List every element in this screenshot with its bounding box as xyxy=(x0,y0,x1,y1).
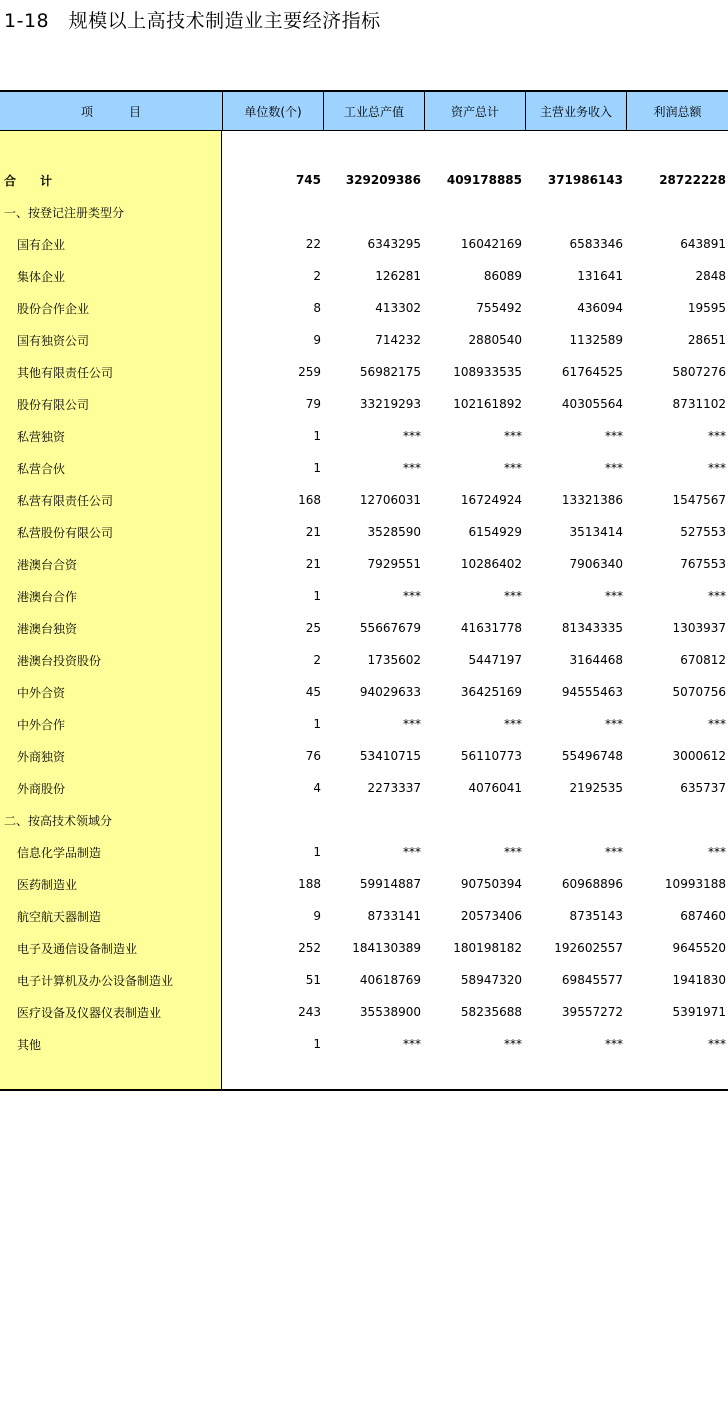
row-value: 131641 xyxy=(577,269,623,283)
row-label: 国有企业 xyxy=(17,237,66,252)
table-row xyxy=(0,708,728,740)
header-col-revenue: 主营业务收入 xyxy=(525,92,626,130)
row-value: 4 xyxy=(313,781,321,795)
row-value: 13321386 xyxy=(561,493,623,507)
row-label: 合 计 xyxy=(4,173,53,188)
row-value: 259 xyxy=(298,365,321,379)
row-value: 94555463 xyxy=(561,685,623,699)
row-value: 2 xyxy=(313,653,321,667)
row-value: 436094 xyxy=(577,301,623,315)
table-row xyxy=(0,164,728,196)
row-label: 国有独资公司 xyxy=(17,333,90,348)
table-row xyxy=(0,292,728,324)
row-value: *** xyxy=(605,461,623,475)
row-value: 168 xyxy=(298,493,321,507)
table-row xyxy=(0,996,728,1028)
table-row xyxy=(0,932,728,964)
row-value: 12706031 xyxy=(359,493,421,507)
row-value: 8733141 xyxy=(367,909,421,923)
row-value: 1 xyxy=(313,461,321,475)
row-value: 8 xyxy=(313,301,321,315)
row-label: 信息化学品制造 xyxy=(17,845,102,860)
row-value: 56982175 xyxy=(359,365,421,379)
row-value: 2192535 xyxy=(569,781,623,795)
row-value: 184130389 xyxy=(352,941,421,955)
row-value: *** xyxy=(708,845,726,859)
row-label: 中外合作 xyxy=(17,717,66,732)
row-value: 25 xyxy=(305,621,321,635)
row-value: *** xyxy=(504,717,522,731)
row-value: 19595 xyxy=(687,301,726,315)
row-value: 28722228 xyxy=(659,173,726,187)
header-col-profit: 利润总额 xyxy=(626,92,728,130)
row-value: 9 xyxy=(313,333,321,347)
row-value: 635737 xyxy=(680,781,726,795)
row-label: 股份有限公司 xyxy=(17,397,90,412)
row-value: 2 xyxy=(313,269,321,283)
row-value: 2880540 xyxy=(468,333,522,347)
table-row xyxy=(0,804,728,836)
row-value: 28651 xyxy=(687,333,726,347)
row-value: 16042169 xyxy=(460,237,522,251)
table-row xyxy=(0,772,728,804)
row-value: 755492 xyxy=(476,301,522,315)
row-value: *** xyxy=(504,589,522,603)
row-value: 94029633 xyxy=(359,685,421,699)
row-value: 413302 xyxy=(375,301,421,315)
row-value: 81343335 xyxy=(561,621,623,635)
table-row xyxy=(0,516,728,548)
row-label: 港澳台投资股份 xyxy=(17,653,102,668)
row-value: 1 xyxy=(313,717,321,731)
row-value: 1 xyxy=(313,1037,321,1051)
row-value: 6154929 xyxy=(468,525,522,539)
row-value: 527553 xyxy=(680,525,726,539)
row-value: 329209386 xyxy=(345,173,421,187)
table-row xyxy=(0,676,728,708)
row-value: 39557272 xyxy=(561,1005,623,1019)
row-value: 670812 xyxy=(680,653,726,667)
row-value: 5070756 xyxy=(672,685,726,699)
header-col-output: 工业总产值 xyxy=(323,92,424,130)
header-item xyxy=(0,92,222,130)
row-label: 集体企业 xyxy=(17,269,66,284)
row-value: 126281 xyxy=(375,269,421,283)
row-value: *** xyxy=(605,717,623,731)
row-label: 外商股份 xyxy=(17,781,66,796)
row-value: 90750394 xyxy=(460,877,522,891)
row-label: 医药制造业 xyxy=(17,877,78,892)
row-value: 9 xyxy=(313,909,321,923)
row-value: 4076041 xyxy=(468,781,522,795)
table-row xyxy=(0,836,728,868)
row-value: 16724924 xyxy=(460,493,522,507)
row-value: 21 xyxy=(305,557,321,571)
row-value: 59914887 xyxy=(359,877,421,891)
row-value: 61764525 xyxy=(561,365,623,379)
table-row xyxy=(0,580,728,612)
row-label: 私营独资 xyxy=(17,429,66,444)
row-value: 40305564 xyxy=(561,397,623,411)
row-label: 电子计算机及办公设备制造业 xyxy=(17,973,174,988)
row-value: *** xyxy=(403,589,421,603)
row-label: 港澳台合资 xyxy=(17,557,78,572)
row-value: 1547567 xyxy=(672,493,726,507)
row-label: 港澳台合作 xyxy=(17,589,78,604)
row-value: *** xyxy=(403,845,421,859)
row-value: *** xyxy=(708,429,726,443)
row-label: 医疗设备及仪器仪表制造业 xyxy=(17,1005,162,1020)
row-value: *** xyxy=(403,429,421,443)
row-value: 5391971 xyxy=(672,1005,726,1019)
row-value: 21 xyxy=(305,525,321,539)
row-value: 409178885 xyxy=(446,173,522,187)
row-value: 8731102 xyxy=(672,397,726,411)
row-label: 私营有限责任公司 xyxy=(17,493,114,508)
row-value: 35538900 xyxy=(359,1005,421,1019)
row-value: 243 xyxy=(298,1005,321,1019)
row-value: 10286402 xyxy=(460,557,522,571)
row-value: 252 xyxy=(298,941,321,955)
row-value: *** xyxy=(504,845,522,859)
header-item-label: 项 目 xyxy=(80,104,141,119)
row-value: 1735602 xyxy=(367,653,421,667)
row-label: 中外合资 xyxy=(17,685,66,700)
row-value: 1132589 xyxy=(569,333,623,347)
table-row xyxy=(0,644,728,676)
row-value: *** xyxy=(708,589,726,603)
row-value: *** xyxy=(504,461,522,475)
row-label: 外商独资 xyxy=(17,749,66,764)
row-value: 56110773 xyxy=(460,749,522,763)
row-value: 643891 xyxy=(680,237,726,251)
page-title: 1-18 规模以上高技术制造业主要经济指标 xyxy=(4,10,381,32)
table-row xyxy=(0,612,728,644)
row-value: 2273337 xyxy=(367,781,421,795)
table-row xyxy=(0,260,728,292)
row-value: *** xyxy=(403,717,421,731)
table-row xyxy=(0,420,728,452)
row-value: 55667679 xyxy=(359,621,421,635)
row-label: 港澳台独资 xyxy=(17,621,78,636)
row-label: 私营股份有限公司 xyxy=(17,525,114,540)
table-rows xyxy=(0,164,728,1060)
table-row xyxy=(0,740,728,772)
row-value: *** xyxy=(504,429,522,443)
row-value: *** xyxy=(403,1037,421,1051)
table-row xyxy=(0,324,728,356)
row-value: 102161892 xyxy=(453,397,522,411)
row-value: 9645520 xyxy=(672,941,726,955)
row-value: 79 xyxy=(305,397,321,411)
row-value: 3000612 xyxy=(672,749,726,763)
row-value: 192602557 xyxy=(554,941,623,955)
table-row xyxy=(0,868,728,900)
row-value: 1 xyxy=(313,429,321,443)
row-value: 60968896 xyxy=(561,877,623,891)
row-value: 1303937 xyxy=(672,621,726,635)
row-value: 45 xyxy=(305,685,321,699)
table-row xyxy=(0,964,728,996)
row-value: 6343295 xyxy=(367,237,421,251)
row-value: 767553 xyxy=(680,557,726,571)
row-value: 180198182 xyxy=(453,941,522,955)
table-row xyxy=(0,356,728,388)
row-value: 8735143 xyxy=(569,909,623,923)
indicator-table xyxy=(0,90,728,1091)
row-value: 51 xyxy=(305,973,321,987)
row-value: 86089 xyxy=(483,269,522,283)
row-value: *** xyxy=(708,1037,726,1051)
row-value: 687460 xyxy=(680,909,726,923)
row-label: 股份合作企业 xyxy=(17,301,90,316)
table-row xyxy=(0,388,728,420)
row-value: 55496748 xyxy=(561,749,623,763)
row-value: 40618769 xyxy=(359,973,421,987)
row-value: 1941830 xyxy=(672,973,726,987)
row-label: 一、按登记注册类型分 xyxy=(4,205,125,220)
table-row xyxy=(0,228,728,260)
row-value: 7929551 xyxy=(367,557,421,571)
row-label: 私营合伙 xyxy=(17,461,66,476)
row-value: *** xyxy=(708,717,726,731)
row-label: 二、按高技术领域分 xyxy=(4,813,113,828)
row-label: 其他 xyxy=(17,1037,42,1052)
table-row xyxy=(0,548,728,580)
header-col-assets: 资产总计 xyxy=(424,92,525,130)
row-value: 58947320 xyxy=(460,973,522,987)
table-row xyxy=(0,1028,728,1060)
row-value: 76 xyxy=(305,749,321,763)
row-value: 188 xyxy=(298,877,321,891)
row-value: *** xyxy=(708,461,726,475)
row-value: *** xyxy=(605,429,623,443)
header-col-units: 单位数(个) xyxy=(222,92,323,130)
row-value: 36425169 xyxy=(460,685,522,699)
row-value: 22 xyxy=(305,237,321,251)
row-value: 5807276 xyxy=(672,365,726,379)
table-row xyxy=(0,484,728,516)
table-body xyxy=(0,131,728,1091)
table-row xyxy=(0,900,728,932)
row-value: *** xyxy=(605,589,623,603)
row-value: 108933535 xyxy=(453,365,522,379)
table-row xyxy=(0,196,728,228)
row-value: 3164468 xyxy=(569,653,623,667)
row-label: 航空航天器制造 xyxy=(17,909,102,924)
row-value: *** xyxy=(504,1037,522,1051)
row-value: 1 xyxy=(313,589,321,603)
row-value: *** xyxy=(403,461,421,475)
table-row xyxy=(0,452,728,484)
row-value: 69845577 xyxy=(561,973,623,987)
row-value: 33219293 xyxy=(359,397,421,411)
row-value: 41631778 xyxy=(460,621,522,635)
row-value: 2848 xyxy=(695,269,726,283)
row-value: 1 xyxy=(313,845,321,859)
row-label: 其他有限责任公司 xyxy=(17,365,114,380)
row-value: 53410715 xyxy=(359,749,421,763)
row-label: 电子及通信设备制造业 xyxy=(17,941,138,956)
table-header xyxy=(0,90,728,131)
row-value: *** xyxy=(605,1037,623,1051)
row-value: 10993188 xyxy=(664,877,726,891)
row-value: 371986143 xyxy=(547,173,623,187)
row-value: 745 xyxy=(295,173,321,187)
row-value: 20573406 xyxy=(460,909,522,923)
row-value: 3513414 xyxy=(569,525,623,539)
row-value: 58235688 xyxy=(460,1005,522,1019)
row-value: 7906340 xyxy=(569,557,623,571)
row-value: 5447197 xyxy=(468,653,522,667)
row-value: *** xyxy=(605,845,623,859)
row-value: 714232 xyxy=(375,333,421,347)
row-value: 6583346 xyxy=(569,237,623,251)
row-value: 3528590 xyxy=(367,525,421,539)
